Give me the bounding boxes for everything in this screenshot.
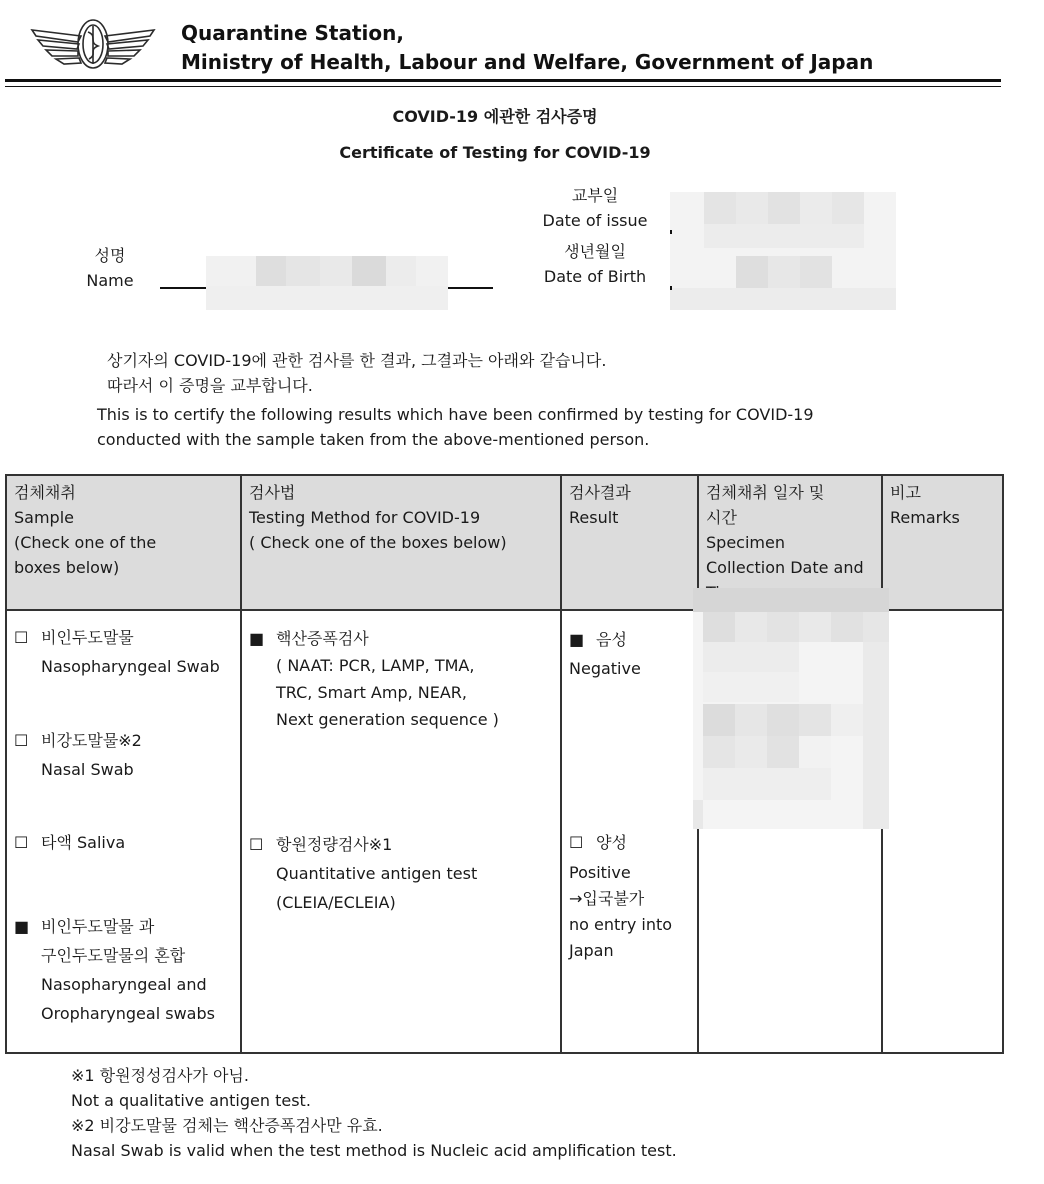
- method-label-line: Next generation sequence ): [276, 710, 499, 729]
- birth-date-label-ko: 생년월일: [564, 242, 626, 261]
- result-label-ko: 음성: [596, 630, 627, 649]
- header-rule-thin: [5, 86, 1001, 87]
- title-english: Certificate of Testing for COVID-19: [339, 143, 651, 162]
- result-cell: [561, 610, 698, 1053]
- issuer-title: [181, 19, 873, 77]
- sample-label-line: Oropharyngeal swabs: [41, 1004, 215, 1023]
- checked-box-icon: ■: [569, 630, 585, 649]
- method-label-line: (CLEIA/ECLEIA): [276, 893, 396, 912]
- method-label-ko: 핵산증폭검사: [276, 629, 369, 648]
- header-sample-line: (Check one of the: [14, 533, 157, 552]
- method-label-line: ( NAAT: PCR, LAMP, TMA,: [276, 656, 475, 675]
- result-option-negative: [569, 625, 690, 830]
- method-label-line: Quantitative antigen test: [276, 864, 478, 883]
- birth-date-label: [520, 239, 670, 289]
- result-option-positive: [569, 830, 690, 964]
- sample-label-en: Nasopharyngeal Swab: [41, 657, 220, 676]
- unchecked-box-icon: ☐: [249, 835, 264, 854]
- footnote-line: ※2 비강도말물 검체는 핵산증폭검사만 유효.: [71, 1116, 383, 1135]
- sample-label-ko: 비인두도말물 과: [41, 917, 155, 936]
- sample-label-en: Nasal Swab: [41, 760, 134, 779]
- result-label-ko: 양성: [596, 833, 627, 852]
- header-sample-line: boxes below): [14, 558, 120, 577]
- header-method-line: ( Check one of the boxes below): [249, 533, 507, 552]
- header-method: [241, 475, 561, 610]
- name-redacted-block: [206, 256, 448, 310]
- statement-en-line-1: This is to certify the following results which have been confirmed by testing for COVID-19: [97, 405, 814, 424]
- sample-label-ko: 비인두도말물: [41, 628, 134, 647]
- unchecked-box-icon: ☐: [569, 833, 584, 852]
- header-sample-line: 검체채취: [14, 483, 76, 502]
- issue-date-redacted-block: [670, 192, 896, 256]
- header-remarks-line: 비고: [890, 483, 921, 502]
- result-label-line: Positive: [569, 863, 631, 882]
- sample-option-nasal: [14, 728, 233, 830]
- header-result: [561, 475, 698, 610]
- statement-ko-line-2: 따라서 이 증명을 교부합니다.: [107, 376, 313, 395]
- statement-ko-line-1: 상기자의 COVID-19에 관한 검사를 한 결과, 그결과는 아래와 같습니다.: [107, 351, 607, 370]
- result-label-line: Negative: [569, 659, 641, 678]
- quarantine-emblem-icon: [26, 14, 160, 72]
- issuer-line-2: Ministry of Health, Labour and Welfare, Government of Japan: [181, 50, 874, 74]
- result-label-line: →입국불가: [569, 889, 645, 908]
- method-label-line: TRC, Smart Amp, NEAR,: [276, 683, 468, 702]
- footnote-line: ※1 항원정성검사가 아님.: [71, 1066, 249, 1085]
- header-collection-line: 시간: [706, 508, 737, 527]
- issue-date-label: [520, 183, 670, 233]
- statement-korean: [107, 348, 606, 398]
- remarks-cell: [882, 610, 1003, 1053]
- result-label-line: Japan: [569, 941, 614, 960]
- method-cell: [241, 610, 561, 1053]
- sample-label-line: Nasopharyngeal and: [41, 975, 207, 994]
- sample-option-saliva: [14, 830, 233, 912]
- sample-option-mixed: [14, 912, 233, 1028]
- header-remarks: [882, 475, 1003, 610]
- sample-option-nasopharyngeal: [14, 625, 233, 728]
- statement-en-line-2: conducted with the sample taken from the above-mentioned person.: [97, 430, 650, 449]
- sample-label-ko: 비강도말물※2: [41, 731, 142, 750]
- issue-date-label-ko: 교부일: [571, 186, 619, 205]
- name-label-en: Name: [86, 271, 134, 290]
- header-collection-line: 검체채취 일자 및: [706, 483, 825, 502]
- result-label-line: no entry into: [569, 915, 673, 934]
- issue-date-underline: [670, 230, 672, 234]
- name-label: [60, 243, 160, 293]
- sample-cell: [6, 610, 241, 1053]
- header-result-line: Result: [569, 508, 619, 527]
- footnote-line: Nasal Swab is valid when the test method is Nucleic acid amplification test.: [71, 1141, 677, 1160]
- header-method-line: Testing Method for COVID-19: [249, 508, 481, 527]
- method-label-ko: 항원정량검사※1: [276, 835, 393, 854]
- header-sample-line: Sample: [14, 508, 74, 527]
- header-remarks-line: Remarks: [890, 508, 960, 527]
- title-korean: COVID-19 에관한 검사증명: [392, 107, 598, 126]
- sample-label-ko: 타액 Saliva: [41, 833, 126, 852]
- collection-date-redacted-block: [693, 588, 889, 829]
- method-option-antigen: [249, 830, 553, 917]
- header-result-line: 검사결과: [569, 483, 631, 502]
- unchecked-box-icon: ☐: [14, 731, 29, 750]
- header-method-line: 검사법: [249, 483, 296, 502]
- checked-box-icon: ■: [14, 917, 30, 936]
- birth-date-label-en: Date of Birth: [543, 267, 647, 286]
- unchecked-box-icon: ☐: [14, 833, 29, 852]
- sample-label-line: 구인두도말물의 혼합: [41, 946, 186, 965]
- header-sample: [6, 475, 241, 610]
- footnote-line: Not a qualitative antigen test.: [71, 1091, 311, 1110]
- header-collection-line: Collection Date and: [706, 558, 864, 577]
- issue-date-label-en: Date of issue: [542, 211, 648, 230]
- birth-date-redacted-block: [670, 256, 896, 310]
- header-rule-thick: [5, 79, 1001, 82]
- birth-date-underline: [670, 286, 672, 290]
- method-option-naat: [249, 625, 553, 830]
- unchecked-box-icon: ☐: [14, 628, 29, 647]
- checked-box-icon: ■: [249, 629, 265, 648]
- header-collection-line: Specimen: [706, 533, 785, 552]
- issuer-line-1: Quarantine Station,: [181, 21, 404, 45]
- name-label-ko: 성명: [94, 246, 126, 265]
- footnotes: [71, 1063, 677, 1163]
- statement-english: [97, 402, 814, 452]
